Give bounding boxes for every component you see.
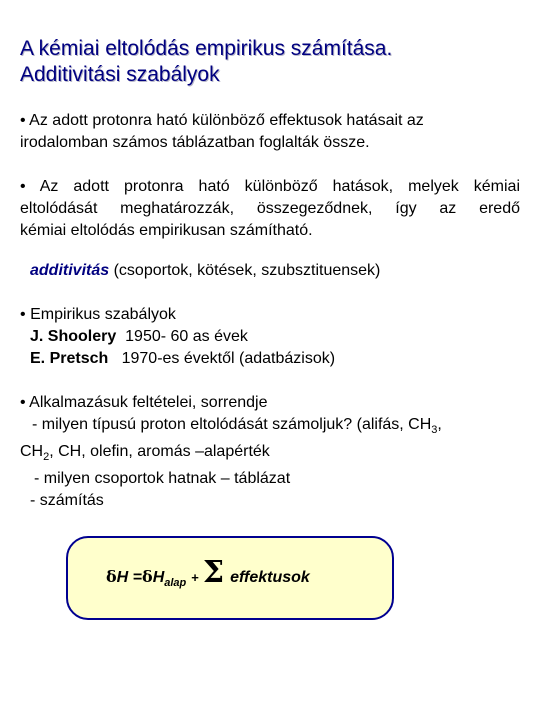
rule-author: J. Shoolery — [30, 328, 117, 345]
paragraph-summation — [20, 176, 520, 242]
delta-symbol: δ — [106, 567, 117, 586]
slide-title — [20, 36, 520, 88]
additivity-detail: (csoportok, kötések, szubsztituensek) — [113, 262, 381, 279]
para2-line1: Az adott protonra ható különböző hatások, melyek kémiai — [39, 178, 520, 195]
bullet: • — [20, 394, 26, 411]
application-conditions — [20, 392, 520, 512]
chemical-shift-formula: δ H = δ H alap + Σ effektusok — [106, 555, 310, 590]
rule-author: E. Pretsch — [30, 350, 109, 367]
rule-period: 1950- 60 as évek — [125, 328, 248, 345]
additivity-term: additivitás — [30, 262, 110, 279]
conditions-line3: - milyen csoportok hatnak – táblázat — [34, 470, 291, 488]
rule-item-pretsch — [20, 348, 520, 370]
rules-heading: Empirikus szabályok — [30, 306, 176, 323]
paragraph-effects-tables — [20, 110, 520, 154]
formula-term: effektusok — [230, 569, 310, 586]
conditions-line1: - milyen típusú proton eltolódását számoljuk? (alifás, $CH_3$, — [32, 416, 442, 437]
para1-line2: irodalomban számos táblázatban foglalták össze. — [20, 134, 370, 151]
formula-plus: + — [191, 570, 199, 585]
rule-item-shoolery — [20, 326, 520, 348]
conditions-heading: Alkalmazásuk feltételei, sorrendje — [29, 394, 268, 411]
conditions-line4: - számítás — [30, 492, 104, 510]
para2-line2: eltolódását meghatározzák, összegeződnek, így az eredő — [20, 200, 520, 217]
bullet: • — [20, 112, 26, 129]
title-line-1: A kémiai eltolódás empirikus számítása. — [20, 37, 393, 60]
title-line-2: Additivitási szabályok — [20, 63, 220, 86]
bullet: • — [20, 178, 26, 195]
rule-period: 1970-es évektől (adatbázisok) — [121, 350, 336, 367]
empirical-rules-list — [20, 304, 520, 370]
conditions-line2: $CH_2$, CH, olefin, aromás –alapérték — [20, 443, 270, 464]
sigma-symbol: Σ — [202, 555, 225, 590]
additivity-line — [30, 260, 530, 282]
para2-line3: kémiai eltolódás empirikusan számítható. — [20, 222, 313, 239]
delta-symbol: δ — [142, 567, 153, 586]
para1-line1: Az adott protonra ható különböző effektusok hatásait az — [29, 112, 424, 129]
formula-subscript: alap — [164, 577, 187, 589]
bullet: • — [20, 306, 26, 323]
